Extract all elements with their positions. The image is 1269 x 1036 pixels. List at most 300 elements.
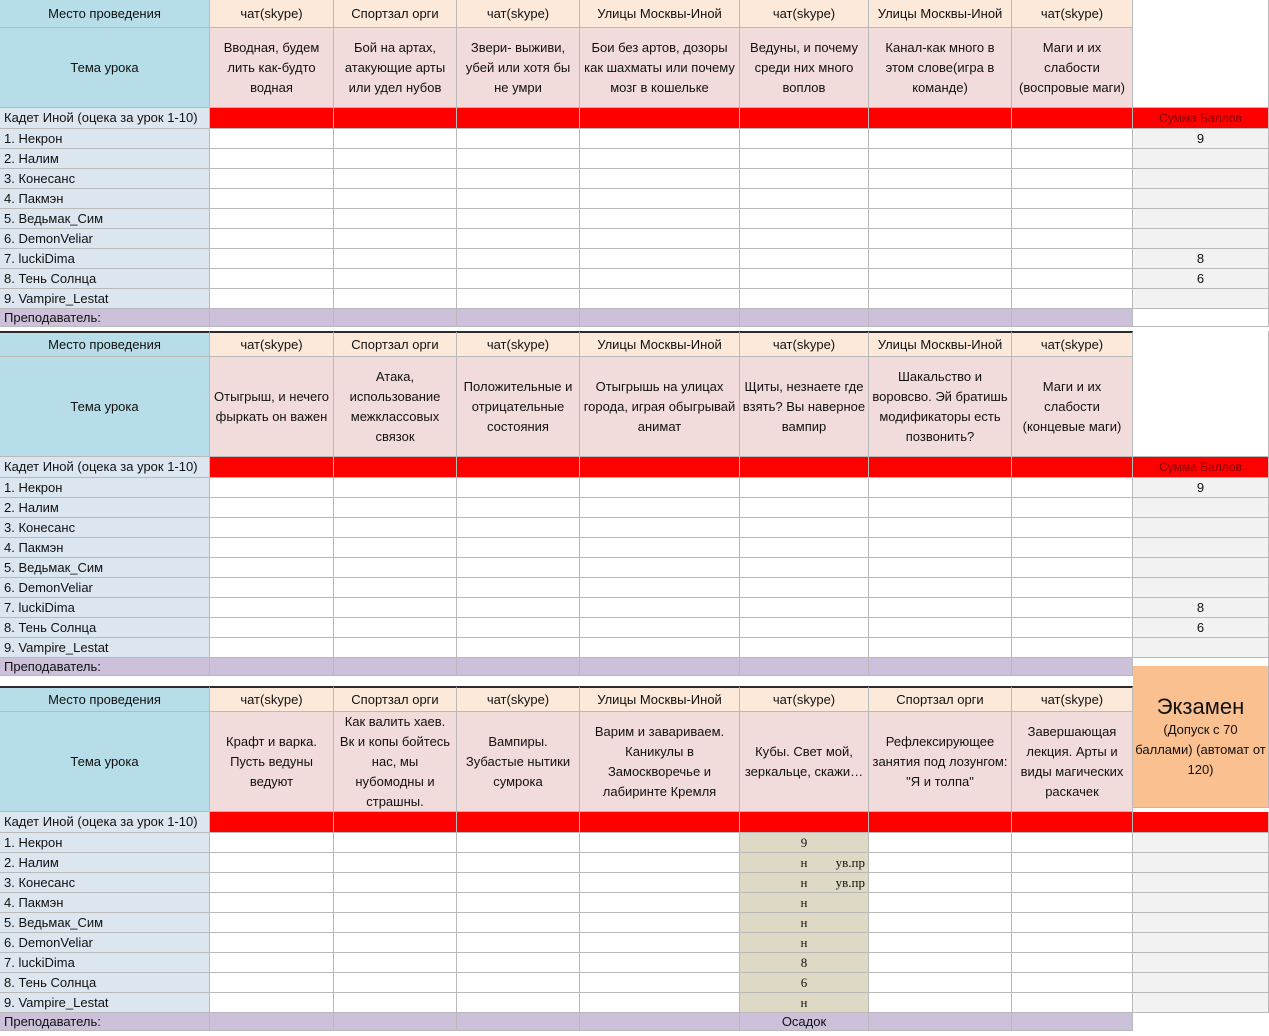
grade-cell[interactable] (869, 189, 1012, 209)
grade-cell[interactable] (740, 498, 869, 518)
grade-cell[interactable] (1012, 913, 1133, 933)
grade-cell[interactable]: н (740, 933, 869, 953)
grade-cell[interactable] (457, 873, 580, 893)
grade-cell[interactable]: 6 (740, 973, 869, 993)
exam-grade-cell[interactable] (1133, 853, 1269, 873)
grade-cell[interactable] (869, 269, 1012, 289)
topic-cell[interactable]: Отыгрыш, и нечего фыркать он важен (210, 357, 334, 457)
grade-cell[interactable] (580, 953, 740, 973)
teacher-cell[interactable] (210, 658, 334, 676)
header-bar (869, 812, 1012, 833)
grade-cell[interactable] (740, 189, 869, 209)
grade-cell[interactable] (740, 578, 869, 598)
grade-cell[interactable]: н ув.пр (740, 853, 869, 873)
venue-cell[interactable]: чат(skype) (457, 686, 580, 712)
grade-cell[interactable] (1012, 638, 1133, 658)
teacher-cell[interactable]: Осадок (740, 1013, 869, 1031)
grade-cell[interactable] (210, 229, 334, 249)
teacher-cell[interactable] (1012, 658, 1133, 676)
grade-cell[interactable] (457, 169, 580, 189)
grade-cell[interactable] (210, 853, 334, 873)
venue-cell[interactable]: чат(skype) (1012, 0, 1133, 28)
grade-cell[interactable] (869, 638, 1012, 658)
grade-cell[interactable] (580, 913, 740, 933)
grade-cell[interactable] (580, 149, 740, 169)
grade-cell[interactable]: н (740, 913, 869, 933)
grade-cell[interactable] (457, 578, 580, 598)
grade-cell[interactable] (210, 558, 334, 578)
grade-cell[interactable] (1012, 169, 1133, 189)
grade-cell[interactable] (740, 558, 869, 578)
grade-cell[interactable] (580, 558, 740, 578)
grade-cell[interactable] (869, 209, 1012, 229)
grade-cell[interactable]: н ув.пр (740, 873, 869, 893)
grade-cell[interactable] (210, 598, 334, 618)
grade-cell[interactable] (210, 933, 334, 953)
grade-cell[interactable] (457, 558, 580, 578)
grade-cell[interactable] (334, 289, 457, 309)
grade-cell[interactable] (210, 913, 334, 933)
grade-cell[interactable] (1012, 558, 1133, 578)
teacher-cell[interactable] (869, 1013, 1012, 1031)
grade-cell[interactable] (1012, 933, 1133, 953)
header-bar (1133, 812, 1269, 833)
exam-grade-cell[interactable] (1133, 893, 1269, 913)
venue-cell[interactable]: Улицы Москвы-Иной (869, 0, 1012, 28)
grade-cell[interactable] (210, 638, 334, 658)
grade-cell[interactable] (869, 598, 1012, 618)
grade-cell[interactable] (334, 538, 457, 558)
grade-cell[interactable] (457, 209, 580, 229)
topic-cell[interactable]: Шакальство и воровсво. Эй братишь модификаторы есть позвонить? (869, 357, 1012, 457)
grade-cell[interactable] (457, 498, 580, 518)
topic-cell[interactable]: Щиты, незнаете где взять? Вы наверное вампир (740, 357, 869, 457)
grade-cell[interactable] (869, 618, 1012, 638)
grade-cell[interactable] (1012, 189, 1133, 209)
exam-grade-cell[interactable] (1133, 973, 1269, 993)
header-bar (210, 108, 334, 129)
grade-cell[interactable] (580, 289, 740, 309)
grade-cell[interactable] (580, 578, 740, 598)
grade-cell[interactable] (457, 289, 580, 309)
grade-cell[interactable] (334, 169, 457, 189)
grade-cell[interactable] (1012, 973, 1133, 993)
grade-cell[interactable] (1012, 618, 1133, 638)
grade-cell[interactable] (457, 833, 580, 853)
topic-cell[interactable]: Маги и их слабости (концевые маги) (1012, 357, 1133, 457)
topic-cell[interactable]: Бои без артов, дозоры как шахматы или почему мозг в кошельке (580, 28, 740, 108)
grade-cell[interactable] (334, 149, 457, 169)
grade-cell[interactable] (740, 209, 869, 229)
header-bar (210, 812, 334, 833)
student-name: 7. luckiDima (0, 249, 210, 269)
grade-cell[interactable] (1012, 289, 1133, 309)
venue-cell[interactable]: Спортзал орги (334, 686, 457, 712)
grade-cell[interactable] (869, 229, 1012, 249)
grade-cell[interactable] (1012, 853, 1133, 873)
topic-cell[interactable]: Маги и их слабости (воспровые маги) (1012, 28, 1133, 108)
grade-cell[interactable] (334, 498, 457, 518)
grade-cell[interactable] (1012, 229, 1133, 249)
grade-cell[interactable] (210, 249, 334, 269)
teacher-label: Преподаватель: (0, 658, 210, 676)
teacher-cell[interactable] (210, 1013, 334, 1031)
grade-cell[interactable] (869, 169, 1012, 189)
grade-cell[interactable] (210, 169, 334, 189)
grade-cell[interactable] (869, 518, 1012, 538)
teacher-cell[interactable] (1012, 309, 1133, 327)
grade-cell[interactable] (869, 913, 1012, 933)
grade-cell[interactable] (457, 149, 580, 169)
exam-grade-cell[interactable] (1133, 873, 1269, 893)
grade-cell[interactable] (210, 189, 334, 209)
grade-cell[interactable] (457, 933, 580, 953)
grade-cell[interactable] (334, 269, 457, 289)
teacher-cell[interactable] (740, 309, 869, 327)
venue-cell[interactable]: чат(skype) (457, 0, 580, 28)
grade-cell[interactable] (210, 578, 334, 598)
exam-grade-cell[interactable] (1133, 913, 1269, 933)
header-bar (334, 812, 457, 833)
grade-cell[interactable] (334, 129, 457, 149)
grade-cell[interactable] (580, 518, 740, 538)
grade-cell[interactable] (457, 189, 580, 209)
grade-cell[interactable] (869, 498, 1012, 518)
grade-cell[interactable] (869, 853, 1012, 873)
grade-cell[interactable] (1012, 893, 1133, 913)
grade-cell[interactable] (740, 618, 869, 638)
grade-cell[interactable] (869, 953, 1012, 973)
sum-cell (1133, 518, 1269, 538)
grade-cell[interactable] (210, 873, 334, 893)
grade-cell[interactable] (580, 249, 740, 269)
exam-grade-cell[interactable] (1133, 953, 1269, 973)
grade-cell[interactable] (580, 973, 740, 993)
venue-cell[interactable]: Спортзал орги (334, 0, 457, 28)
grade-cell[interactable] (580, 993, 740, 1013)
sum-label: Сумма Баллов (1133, 457, 1269, 478)
venue-cell[interactable]: Улицы Москвы-Иной (580, 331, 740, 357)
topic-cell[interactable]: Кубы. Свет мой, зеркальце, скажи… (740, 712, 869, 812)
grade-cell[interactable] (457, 538, 580, 558)
sum-label: Сумма Баллов (1133, 108, 1269, 129)
topic-label: Тема урока (0, 28, 210, 108)
teacher-cell[interactable] (1012, 1013, 1133, 1031)
grade-cell[interactable] (740, 598, 869, 618)
grade-cell[interactable] (334, 618, 457, 638)
grade-cell[interactable] (580, 638, 740, 658)
student-name: 2. Налим (0, 498, 210, 518)
topic-cell[interactable]: Вводная, будем лить как-будто водная (210, 28, 334, 108)
venue-cell[interactable]: чат(skype) (1012, 331, 1133, 357)
topic-cell[interactable]: Варим и завариваем. Каникулы в Замоскворечье и лабиринте Кремля (580, 712, 740, 812)
grade-cell[interactable] (869, 149, 1012, 169)
grade-cell[interactable] (210, 498, 334, 518)
venue-cell[interactable]: чат(skype) (457, 331, 580, 357)
venue-label: Место проведения (0, 686, 210, 712)
exam-grade-cell[interactable] (1133, 833, 1269, 853)
sum-cell (1133, 578, 1269, 598)
header-bar (869, 457, 1012, 478)
grade-cell[interactable] (580, 169, 740, 189)
topic-cell[interactable]: Завершающая лекция. Арты и виды магических раскачек (1012, 712, 1133, 812)
grade-cell[interactable] (740, 518, 869, 538)
grade-cell[interactable] (1012, 598, 1133, 618)
venue-cell[interactable]: Спортзал орги (334, 331, 457, 357)
student-name: 3. Конесанс (0, 169, 210, 189)
exam-grade-cell[interactable] (1133, 993, 1269, 1013)
student-name: 6. DemonVeliar (0, 933, 210, 953)
grade-cell[interactable] (457, 518, 580, 538)
grade-cell[interactable] (1012, 498, 1133, 518)
cadet-label: Кадет Иной (оцека за урок 1-10) (0, 108, 210, 129)
topic-cell[interactable]: Атака, использование межклассовых связок (334, 357, 457, 457)
grade-cell[interactable] (869, 973, 1012, 993)
grade-cell[interactable] (457, 618, 580, 638)
grade-cell[interactable] (740, 638, 869, 658)
grade-cell[interactable] (457, 993, 580, 1013)
header-bar (580, 457, 740, 478)
grade-cell[interactable]: н (740, 993, 869, 1013)
student-name: 5. Ведьмак_Сим (0, 558, 210, 578)
header-bar (580, 812, 740, 833)
blank-cell (1133, 309, 1269, 327)
grade-cell[interactable] (740, 269, 869, 289)
grade-cell[interactable] (740, 538, 869, 558)
grade-cell[interactable]: 9 (740, 833, 869, 853)
exam-grade-cell[interactable] (1133, 933, 1269, 953)
teacher-cell[interactable] (457, 1013, 580, 1031)
teacher-cell[interactable] (869, 309, 1012, 327)
grade-cell[interactable] (740, 169, 869, 189)
topic-cell[interactable]: Бой на артах, атакующие арты или удел нубов (334, 28, 457, 108)
grade-cell[interactable] (1012, 129, 1133, 149)
grade-cell[interactable] (580, 269, 740, 289)
grade-cell[interactable] (1012, 873, 1133, 893)
student-name: 1. Некрон (0, 478, 210, 498)
grade-cell[interactable] (334, 209, 457, 229)
grade-cell[interactable] (210, 538, 334, 558)
student-name: 8. Тень Солнца (0, 269, 210, 289)
grade-cell[interactable] (1012, 993, 1133, 1013)
grade-cell[interactable] (210, 518, 334, 538)
grade-cell[interactable] (1012, 538, 1133, 558)
grade-cell[interactable] (334, 578, 457, 598)
sum-cell (1133, 558, 1269, 578)
grade-cell[interactable] (334, 558, 457, 578)
teacher-cell[interactable] (740, 658, 869, 676)
grade-cell[interactable] (210, 129, 334, 149)
grade-cell[interactable] (869, 578, 1012, 598)
grade-cell[interactable] (457, 598, 580, 618)
teacher-cell[interactable] (334, 309, 457, 327)
topic-cell[interactable]: Звери- выживи, убей или хотя бы не умри (457, 28, 580, 108)
grade-cell[interactable] (580, 873, 740, 893)
grade-cell[interactable] (210, 993, 334, 1013)
venue-cell[interactable]: Улицы Москвы-Иной (580, 686, 740, 712)
grade-cell[interactable] (580, 538, 740, 558)
teacher-cell[interactable] (457, 658, 580, 676)
student-name: 6. DemonVeliar (0, 578, 210, 598)
grade-cell[interactable] (740, 478, 869, 498)
grade-cell[interactable] (334, 518, 457, 538)
grade-cell[interactable] (869, 873, 1012, 893)
topic-cell[interactable]: Крафт и варка. Пусть ведуны ведуют (210, 712, 334, 812)
grade-cell[interactable] (457, 913, 580, 933)
grade-cell[interactable] (334, 249, 457, 269)
grade-cell[interactable] (580, 229, 740, 249)
grade-cell[interactable] (580, 498, 740, 518)
grade-cell[interactable] (740, 229, 869, 249)
grade-cell[interactable] (457, 638, 580, 658)
grade-cell[interactable] (869, 993, 1012, 1013)
grade-cell[interactable] (457, 249, 580, 269)
sum-cell (1133, 538, 1269, 558)
grade-cell[interactable] (869, 129, 1012, 149)
grade-cell[interactable]: 8 (740, 953, 869, 973)
grade-cell[interactable] (334, 229, 457, 249)
topic-cell[interactable]: Положительные и отрицательные состояния (457, 357, 580, 457)
grade-cell[interactable] (869, 933, 1012, 953)
grade-cell[interactable] (334, 953, 457, 973)
student-name: 2. Налим (0, 853, 210, 873)
header-bar (457, 108, 580, 129)
grade-cell[interactable] (457, 893, 580, 913)
header-bar (740, 812, 869, 833)
venue-cell[interactable]: чат(skype) (210, 331, 334, 357)
grade-cell[interactable] (1012, 149, 1133, 169)
grade-cell[interactable] (334, 873, 457, 893)
grade-cell[interactable] (210, 893, 334, 913)
grade-cell[interactable] (740, 149, 869, 169)
venue-cell[interactable]: чат(skype) (210, 0, 334, 28)
grade-cell[interactable] (457, 478, 580, 498)
grade-cell[interactable] (1012, 269, 1133, 289)
venue-cell[interactable]: чат(skype) (740, 686, 869, 712)
grade-cell[interactable] (334, 913, 457, 933)
header-bar (457, 812, 580, 833)
grade-cell[interactable] (334, 189, 457, 209)
grade-cell[interactable] (1012, 833, 1133, 853)
teacher-cell[interactable] (334, 658, 457, 676)
topic-cell[interactable]: Канал-как много в этом слове(игра в команде) (869, 28, 1012, 108)
grade-cell[interactable] (210, 289, 334, 309)
grade-cell[interactable] (580, 833, 740, 853)
grade-cell[interactable] (1012, 249, 1133, 269)
grade-cell[interactable] (1012, 953, 1133, 973)
grade-cell[interactable] (334, 893, 457, 913)
grade-cell[interactable] (210, 953, 334, 973)
grade-cell[interactable] (334, 833, 457, 853)
grade-cell[interactable] (334, 853, 457, 873)
grade-cell[interactable] (210, 833, 334, 853)
grade-cell[interactable] (580, 853, 740, 873)
teacher-cell[interactable] (457, 309, 580, 327)
grade-cell[interactable] (580, 209, 740, 229)
grade-cell[interactable] (1012, 518, 1133, 538)
grade-cell[interactable] (334, 478, 457, 498)
grade-cell[interactable] (210, 269, 334, 289)
grade-cell[interactable] (210, 149, 334, 169)
teacher-cell[interactable] (210, 309, 334, 327)
venue-cell[interactable]: чат(skype) (740, 331, 869, 357)
venue-cell[interactable]: чат(skype) (210, 686, 334, 712)
student-name: 5. Ведьмак_Сим (0, 209, 210, 229)
topic-cell[interactable]: Ведуны, и почему среди них много воплов (740, 28, 869, 108)
grade-cell[interactable] (1012, 209, 1133, 229)
header-bar (1012, 457, 1133, 478)
topic-cell[interactable]: Рефлексирующее занятия под лозунгом: "Я и толпа" (869, 712, 1012, 812)
venue-cell[interactable]: Улицы Москвы-Иной (580, 0, 740, 28)
grade-cell[interactable] (580, 893, 740, 913)
grade-cell[interactable] (740, 249, 869, 269)
grade-cell[interactable] (210, 478, 334, 498)
grade-cell[interactable]: н (740, 893, 869, 913)
grade-cell[interactable] (210, 209, 334, 229)
venue-cell[interactable]: чат(skype) (1012, 686, 1133, 712)
grade-cell[interactable] (334, 993, 457, 1013)
teacher-cell[interactable] (334, 1013, 457, 1031)
grade-cell[interactable] (740, 129, 869, 149)
grade-cell[interactable] (580, 933, 740, 953)
grade-cell[interactable] (869, 478, 1012, 498)
student-name: 3. Конесанс (0, 518, 210, 538)
grade-cell[interactable] (580, 129, 740, 149)
venue-cell[interactable]: чат(skype) (740, 0, 869, 28)
grade-cell[interactable] (334, 638, 457, 658)
teacher-cell[interactable] (869, 658, 1012, 676)
grade-cell[interactable] (580, 478, 740, 498)
grade-cell[interactable] (869, 289, 1012, 309)
grade-cell[interactable] (580, 598, 740, 618)
teacher-cell[interactable] (580, 658, 740, 676)
teacher-cell[interactable] (580, 309, 740, 327)
topic-cell[interactable]: Как валить хаев. Вк и копы бойтесь нас, мы нубомодны и страшны. (334, 712, 457, 812)
grade-cell[interactable] (1012, 478, 1133, 498)
header-bar (580, 108, 740, 129)
grade-cell[interactable] (457, 229, 580, 249)
grade-cell[interactable] (210, 973, 334, 993)
grade-note: ув.пр (835, 874, 865, 890)
grade-cell[interactable] (457, 953, 580, 973)
grade-cell[interactable] (869, 249, 1012, 269)
venue-cell[interactable]: Улицы Москвы-Иной (869, 331, 1012, 357)
grade-cell[interactable] (334, 933, 457, 953)
grade-cell[interactable] (457, 129, 580, 149)
grade-cell[interactable] (869, 538, 1012, 558)
venue-cell[interactable]: Спортзал орги (869, 686, 1012, 712)
grade-cell[interactable] (210, 618, 334, 638)
grade-cell[interactable] (580, 189, 740, 209)
topic-cell[interactable]: Вампиры. Зубастые нытики сумрока (457, 712, 580, 812)
topic-cell[interactable]: Отыгрышь на улицах города, играя обыгрывай анимат (580, 357, 740, 457)
grade-cell[interactable] (869, 833, 1012, 853)
grade-cell[interactable] (740, 289, 869, 309)
grade-cell[interactable] (580, 618, 740, 638)
grade-cell[interactable] (869, 893, 1012, 913)
grade-cell[interactable] (334, 598, 457, 618)
grade-cell[interactable] (457, 269, 580, 289)
grade-cell[interactable] (869, 558, 1012, 578)
grade-cell[interactable] (457, 853, 580, 873)
grade-cell[interactable] (457, 973, 580, 993)
student-name: 4. Пакмэн (0, 189, 210, 209)
sum-cell: 9 (1133, 478, 1269, 498)
grade-cell[interactable] (1012, 578, 1133, 598)
grade-cell[interactable] (334, 973, 457, 993)
student-name: 6. DemonVeliar (0, 229, 210, 249)
teacher-cell[interactable] (580, 1013, 740, 1031)
